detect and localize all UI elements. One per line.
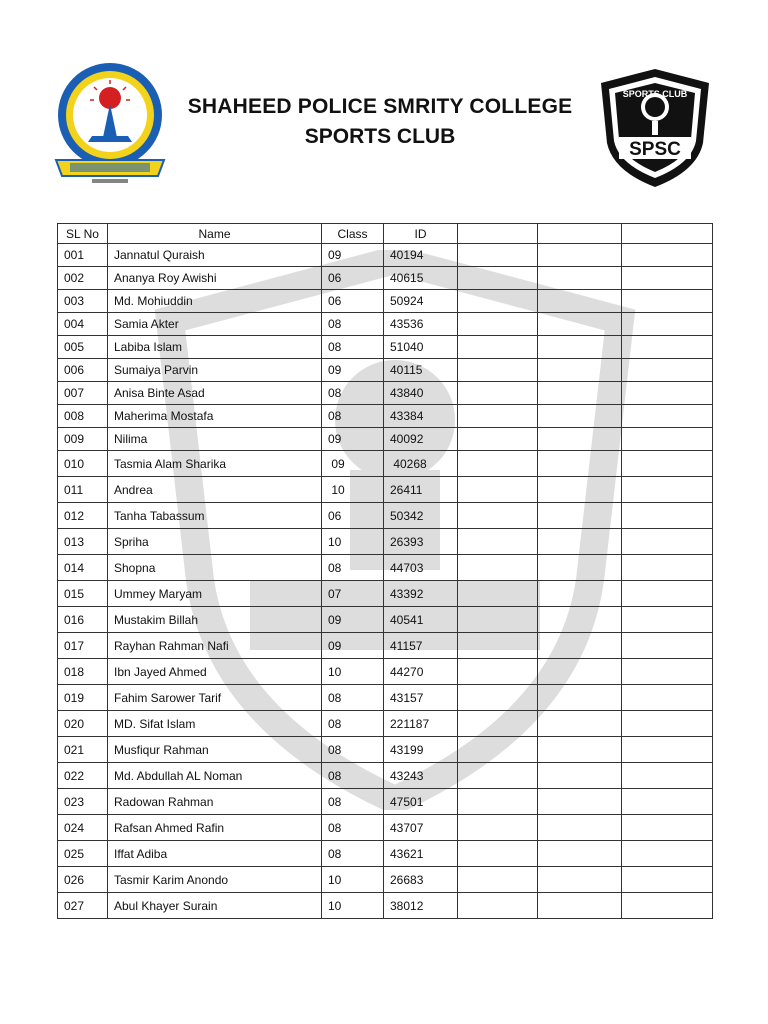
name-cell: Sumaiya Parvin (108, 359, 322, 382)
id-cell: 44703 (384, 555, 458, 581)
sl-cell: 019 (58, 685, 108, 711)
class-cell: 09 (322, 428, 384, 451)
table-header-row (58, 224, 713, 244)
blank-cell-1 (458, 336, 538, 359)
blank-cell-3 (622, 607, 713, 633)
blank-cell-1 (458, 267, 538, 290)
blank-cell-3 (622, 313, 713, 336)
table-row (58, 789, 713, 815)
column-header-blank-1 (458, 224, 538, 244)
blank-cell-2 (538, 763, 622, 789)
sl-cell: 016 (58, 607, 108, 633)
blank-cell-1 (458, 244, 538, 267)
id-cell: 50342 (384, 503, 458, 529)
blank-cell-3 (622, 555, 713, 581)
name-cell: Musfiqur Rahman (108, 737, 322, 763)
id-cell: 40541 (384, 607, 458, 633)
blank-cell-2 (538, 607, 622, 633)
member-table (57, 223, 713, 919)
name-cell: Tasmir Karim Anondo (108, 867, 322, 893)
table-row (58, 685, 713, 711)
table-row (58, 451, 713, 477)
table-row (58, 313, 713, 336)
blank-cell-2 (538, 893, 622, 919)
id-cell: 41157 (384, 633, 458, 659)
name-cell: Ibn Jayed Ahmed (108, 659, 322, 685)
name-cell: Rayhan Rahman Nafi (108, 633, 322, 659)
table-row (58, 267, 713, 290)
table-row (58, 405, 713, 428)
blank-cell-1 (458, 867, 538, 893)
blank-cell-2 (538, 711, 622, 737)
name-cell: Md. Mohiuddin (108, 290, 322, 313)
id-cell: 26411 (384, 477, 458, 503)
table-row (58, 581, 713, 607)
sl-cell: 026 (58, 867, 108, 893)
table-body (58, 244, 713, 919)
class-cell: 08 (322, 382, 384, 405)
id-cell: 51040 (384, 336, 458, 359)
class-cell: 08 (322, 405, 384, 428)
blank-cell-3 (622, 659, 713, 685)
class-cell: 08 (322, 336, 384, 359)
blank-cell-3 (622, 815, 713, 841)
blank-cell-1 (458, 405, 538, 428)
column-header-id: ID (384, 224, 458, 244)
class-cell: 09 (322, 244, 384, 267)
id-cell: 40194 (384, 244, 458, 267)
class-cell: 08 (322, 555, 384, 581)
sl-cell: 024 (58, 815, 108, 841)
id-cell: 47501 (384, 789, 458, 815)
sl-cell: 005 (58, 336, 108, 359)
sl-cell: 009 (58, 428, 108, 451)
blank-cell-2 (538, 359, 622, 382)
table-row (58, 244, 713, 267)
sl-cell: 002 (58, 267, 108, 290)
blank-cell-1 (458, 711, 538, 737)
table-row (58, 815, 713, 841)
blank-cell-3 (622, 581, 713, 607)
name-cell: Shopna (108, 555, 322, 581)
blank-cell-3 (622, 359, 713, 382)
class-cell: 06 (322, 290, 384, 313)
class-cell: 08 (322, 313, 384, 336)
class-cell: 08 (322, 711, 384, 737)
class-cell: 09 (322, 451, 384, 477)
blank-cell-2 (538, 555, 622, 581)
class-cell: 09 (322, 359, 384, 382)
blank-cell-3 (622, 841, 713, 867)
blank-cell-1 (458, 451, 538, 477)
blank-cell-2 (538, 841, 622, 867)
blank-cell-2 (538, 244, 622, 267)
blank-cell-1 (458, 607, 538, 633)
blank-cell-3 (622, 503, 713, 529)
name-cell: Anisa Binte Asad (108, 382, 322, 405)
class-cell: 10 (322, 529, 384, 555)
blank-cell-1 (458, 815, 538, 841)
blank-cell-3 (622, 244, 713, 267)
sl-cell: 021 (58, 737, 108, 763)
id-cell: 221187 (384, 711, 458, 737)
column-header-name: Name (108, 224, 322, 244)
table-row (58, 529, 713, 555)
blank-cell-2 (538, 659, 622, 685)
name-cell: Maherima Mostafa (108, 405, 322, 428)
sl-cell: 014 (58, 555, 108, 581)
name-cell: Md. Abdullah AL Noman (108, 763, 322, 789)
blank-cell-1 (458, 633, 538, 659)
sports-club-logo-arc: SPORTS CLUB (622, 89, 688, 99)
name-cell: Tanha Tabassum (108, 503, 322, 529)
class-cell: 07 (322, 581, 384, 607)
college-name: SHAHEED POLICE SMRITY COLLEGE (187, 95, 573, 118)
sl-cell: 017 (58, 633, 108, 659)
blank-cell-2 (538, 313, 622, 336)
name-cell: Rafsan Ahmed Rafin (108, 815, 322, 841)
blank-cell-3 (622, 405, 713, 428)
blank-cell-3 (622, 267, 713, 290)
column-header-blank-3 (622, 224, 713, 244)
blank-cell-3 (622, 737, 713, 763)
id-cell: 43199 (384, 737, 458, 763)
blank-cell-2 (538, 290, 622, 313)
id-cell: 40092 (384, 428, 458, 451)
sl-cell: 006 (58, 359, 108, 382)
column-header-class: Class (322, 224, 384, 244)
name-cell: Ummey Maryam (108, 581, 322, 607)
table-row (58, 867, 713, 893)
blank-cell-3 (622, 477, 713, 503)
sl-cell: 012 (58, 503, 108, 529)
table-row (58, 477, 713, 503)
blank-cell-3 (622, 685, 713, 711)
id-cell: 50924 (384, 290, 458, 313)
blank-cell-1 (458, 685, 538, 711)
class-cell: 08 (322, 841, 384, 867)
blank-cell-1 (458, 737, 538, 763)
id-cell: 44270 (384, 659, 458, 685)
blank-cell-2 (538, 451, 622, 477)
table-row (58, 607, 713, 633)
blank-cell-2 (538, 503, 622, 529)
sl-cell: 004 (58, 313, 108, 336)
blank-cell-1 (458, 359, 538, 382)
blank-cell-1 (458, 382, 538, 405)
sl-cell: 007 (58, 382, 108, 405)
table-row (58, 555, 713, 581)
sl-cell: 008 (58, 405, 108, 428)
sl-cell: 011 (58, 477, 108, 503)
blank-cell-2 (538, 789, 622, 815)
blank-cell-2 (538, 428, 622, 451)
blank-cell-1 (458, 503, 538, 529)
blank-cell-3 (622, 633, 713, 659)
id-cell: 43392 (384, 581, 458, 607)
name-cell: Abul Khayer Surain (108, 893, 322, 919)
blank-cell-3 (622, 789, 713, 815)
blank-cell-2 (538, 529, 622, 555)
name-cell: Samia Akter (108, 313, 322, 336)
blank-cell-1 (458, 763, 538, 789)
id-cell: 40615 (384, 267, 458, 290)
table-row (58, 336, 713, 359)
blank-cell-2 (538, 477, 622, 503)
name-cell: Iffat Adiba (108, 841, 322, 867)
blank-cell-3 (622, 382, 713, 405)
blank-cell-2 (538, 815, 622, 841)
id-cell: 43840 (384, 382, 458, 405)
name-cell: MD. Sifat Islam (108, 711, 322, 737)
table-row (58, 290, 713, 313)
table-row (58, 737, 713, 763)
class-cell: 08 (322, 763, 384, 789)
blank-cell-2 (538, 382, 622, 405)
name-cell: Tasmia Alam Sharika (108, 451, 322, 477)
sports-club-shield-icon (595, 65, 715, 190)
table-row (58, 763, 713, 789)
sl-cell: 020 (58, 711, 108, 737)
class-cell: 09 (322, 633, 384, 659)
blank-cell-1 (458, 841, 538, 867)
sl-cell: 027 (58, 893, 108, 919)
blank-cell-2 (538, 633, 622, 659)
blank-cell-1 (458, 581, 538, 607)
sl-cell: 003 (58, 290, 108, 313)
class-cell: 06 (322, 503, 384, 529)
column-header-blank-2 (538, 224, 622, 244)
class-cell: 08 (322, 815, 384, 841)
blank-cell-3 (622, 336, 713, 359)
sl-cell: 018 (58, 659, 108, 685)
table-row (58, 633, 713, 659)
name-cell: Spriha (108, 529, 322, 555)
sl-cell: 025 (58, 841, 108, 867)
id-cell: 43384 (384, 405, 458, 428)
id-cell: 40115 (384, 359, 458, 382)
blank-cell-1 (458, 529, 538, 555)
blank-cell-3 (622, 711, 713, 737)
blank-cell-1 (458, 290, 538, 313)
class-cell: 06 (322, 267, 384, 290)
name-cell: Andrea (108, 477, 322, 503)
name-cell: Nilima (108, 428, 322, 451)
name-cell: Jannatul Quraish (108, 244, 322, 267)
table-row (58, 841, 713, 867)
table-row (58, 359, 713, 382)
id-cell: 43243 (384, 763, 458, 789)
name-cell: Fahim Sarower Tarif (108, 685, 322, 711)
class-cell: 10 (322, 477, 384, 503)
sl-cell: 001 (58, 244, 108, 267)
id-cell: 40268 (384, 451, 458, 477)
class-cell: 10 (322, 893, 384, 919)
blank-cell-3 (622, 428, 713, 451)
id-cell: 38012 (384, 893, 458, 919)
blank-cell-2 (538, 867, 622, 893)
blank-cell-3 (622, 290, 713, 313)
sl-cell: 013 (58, 529, 108, 555)
club-name: SPORTS CLUB (304, 125, 456, 148)
blank-cell-1 (458, 313, 538, 336)
class-cell: 08 (322, 685, 384, 711)
blank-cell-3 (622, 763, 713, 789)
class-cell: 09 (322, 607, 384, 633)
name-cell: Ananya Roy Awishi (108, 267, 322, 290)
college-crest-icon (50, 60, 170, 188)
document-title (170, 92, 590, 152)
sl-cell: 015 (58, 581, 108, 607)
blank-cell-1 (458, 555, 538, 581)
blank-cell-2 (538, 685, 622, 711)
id-cell: 43707 (384, 815, 458, 841)
blank-cell-3 (622, 867, 713, 893)
table-row (58, 382, 713, 405)
blank-cell-3 (622, 893, 713, 919)
id-cell: 26683 (384, 867, 458, 893)
sl-cell: 023 (58, 789, 108, 815)
id-cell: 26393 (384, 529, 458, 555)
table-row (58, 659, 713, 685)
table-row (58, 428, 713, 451)
blank-cell-2 (538, 267, 622, 290)
id-cell: 43536 (384, 313, 458, 336)
blank-cell-1 (458, 893, 538, 919)
spsc-logo-text: SPSC (629, 139, 681, 160)
blank-cell-2 (538, 581, 622, 607)
class-cell: 08 (322, 737, 384, 763)
column-header-sl: SL No (58, 224, 108, 244)
blank-cell-1 (458, 428, 538, 451)
name-cell: Mustakim Billah (108, 607, 322, 633)
blank-cell-3 (622, 451, 713, 477)
blank-cell-2 (538, 405, 622, 428)
class-cell: 08 (322, 789, 384, 815)
blank-cell-2 (538, 336, 622, 359)
id-cell: 43157 (384, 685, 458, 711)
class-cell: 10 (322, 867, 384, 893)
blank-cell-1 (458, 789, 538, 815)
sl-cell: 010 (58, 451, 108, 477)
table-row (58, 893, 713, 919)
table-row (58, 711, 713, 737)
table-row (58, 503, 713, 529)
blank-cell-2 (538, 737, 622, 763)
name-cell: Radowan Rahman (108, 789, 322, 815)
blank-cell-1 (458, 659, 538, 685)
blank-cell-1 (458, 477, 538, 503)
class-cell: 10 (322, 659, 384, 685)
sl-cell: 022 (58, 763, 108, 789)
name-cell: Labiba Islam (108, 336, 322, 359)
blank-cell-3 (622, 529, 713, 555)
id-cell: 43621 (384, 841, 458, 867)
